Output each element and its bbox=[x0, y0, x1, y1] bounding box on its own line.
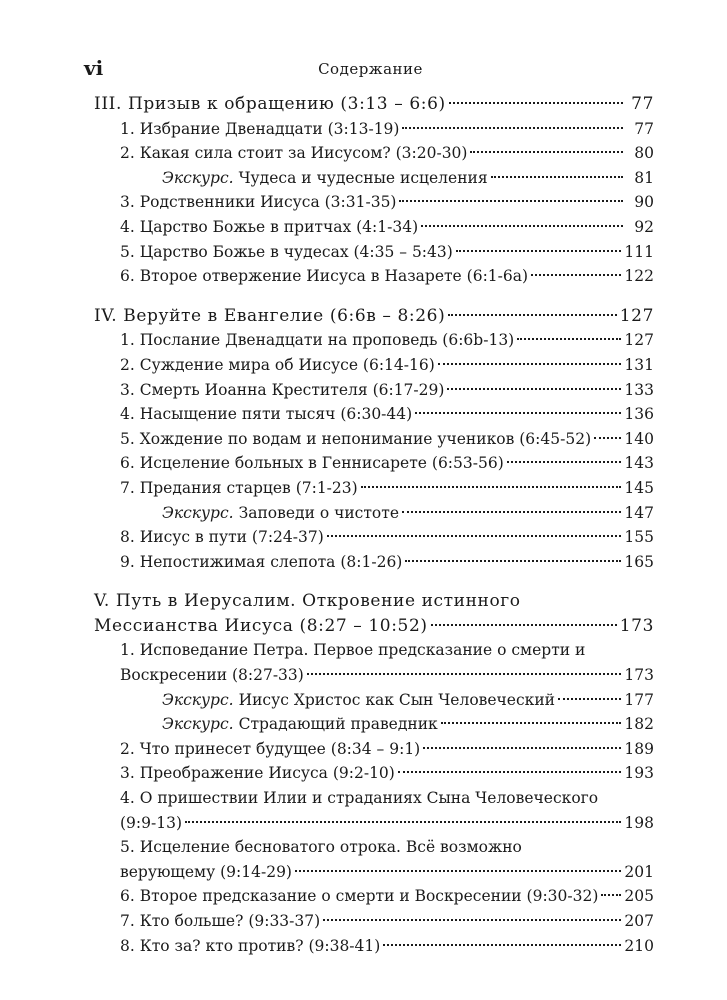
toc-entry bbox=[94, 811, 654, 836]
toc-subentry-title bbox=[162, 166, 488, 191]
page-ref: 140 bbox=[624, 429, 654, 448]
entry-text: 5. Царство Божье в чудесах (4:35 – 5:43) bbox=[120, 242, 453, 261]
excursus-label: Экскурс. bbox=[162, 503, 234, 522]
toc-section bbox=[94, 304, 654, 575]
toc-entry bbox=[94, 402, 654, 427]
page-ref: 131 bbox=[624, 355, 654, 374]
toc-entry-title bbox=[120, 811, 182, 836]
dot-leader bbox=[470, 151, 623, 153]
entry-text: Воскресении (8:27-33) bbox=[120, 666, 304, 685]
toc-entry bbox=[94, 550, 654, 575]
page-ref: 198 bbox=[624, 813, 654, 832]
entry-text: 1. Избрание Двенадцати (3:13-19) bbox=[120, 119, 400, 138]
toc-entry-title bbox=[120, 190, 396, 215]
dot-leader bbox=[431, 624, 617, 626]
page-ref: 143 bbox=[624, 454, 654, 473]
excursus-label: Экскурс. bbox=[162, 168, 234, 187]
page-ref: 177 bbox=[624, 690, 654, 709]
page-ref: 182 bbox=[624, 715, 654, 734]
toc-entry bbox=[94, 378, 654, 403]
dot-leader bbox=[361, 486, 622, 488]
entry-text: Страдающий праведник bbox=[238, 715, 438, 734]
dot-leader bbox=[423, 747, 621, 749]
dot-leader bbox=[491, 176, 623, 178]
entry-text: 7. Предания старцев (7:1-23) bbox=[120, 478, 358, 497]
toc-entry-title bbox=[120, 353, 435, 378]
entry-text: 2. Что принесет будущее (8:34 – 9:1) bbox=[120, 739, 421, 758]
toc-subentry-title bbox=[162, 501, 399, 526]
dot-leader bbox=[185, 821, 621, 823]
dot-leader bbox=[456, 250, 622, 252]
dot-leader bbox=[383, 944, 621, 946]
section-heading-first-line: V. Путь в Иерусалим. Откровение истинного bbox=[94, 591, 521, 612]
section-heading-title bbox=[94, 614, 428, 639]
section-heading-title bbox=[94, 92, 446, 117]
dot-leader bbox=[402, 127, 623, 129]
dot-leader bbox=[399, 200, 623, 202]
toc-entry-title bbox=[120, 525, 324, 550]
toc-subentry bbox=[94, 501, 654, 526]
toc-entry-title bbox=[120, 264, 528, 289]
entry-text: Мессианства Иисуса (8:27 – 10:52) bbox=[94, 615, 428, 636]
toc-entry bbox=[94, 451, 654, 476]
dot-leader bbox=[594, 437, 621, 439]
entry-text: 6. Исцеление больных в Геннисарете (6:53-56) bbox=[120, 454, 504, 473]
toc-entry bbox=[94, 117, 654, 142]
toc-entry-title bbox=[120, 451, 504, 476]
toc-entry-first-line: 4. О пришествии Илии и страданиях Сына Человеческого bbox=[120, 789, 599, 808]
entry-text: 6. Второе отвержение Иисуса в Назарете (6:1-6а) bbox=[120, 267, 529, 286]
dot-leader bbox=[405, 560, 621, 562]
toc-entry bbox=[94, 240, 654, 265]
toc-entry-title bbox=[120, 402, 412, 427]
toc-entry bbox=[94, 353, 654, 378]
dot-leader bbox=[507, 461, 622, 463]
page-ref: 136 bbox=[624, 405, 654, 424]
page-ref: 155 bbox=[624, 528, 654, 547]
dot-leader bbox=[449, 102, 623, 104]
entry-text: 2. Суждение мира об Иисусе (6:14-16) bbox=[120, 355, 435, 374]
toc-entry-title bbox=[120, 550, 402, 575]
toc-entry-title bbox=[120, 427, 591, 452]
toc-entry bbox=[94, 860, 654, 885]
table-of-contents bbox=[94, 92, 654, 973]
page-ref: 145 bbox=[624, 478, 654, 497]
entry-text: 2. Какая сила стоит за Иисусом? (3:20-30) bbox=[120, 144, 468, 163]
excursus-label: Экскурс. bbox=[162, 690, 234, 709]
dot-leader bbox=[438, 363, 622, 365]
toc-entry-title bbox=[120, 860, 292, 885]
page-ref: 77 bbox=[634, 119, 654, 138]
dot-leader bbox=[402, 511, 621, 513]
page-ref: 205 bbox=[624, 887, 654, 906]
section-heading bbox=[94, 614, 654, 639]
entry-text: IV. Веруйте в Евангелие (6:6в – 8:26) bbox=[94, 305, 446, 326]
dot-leader bbox=[307, 673, 622, 675]
page-ref: 165 bbox=[624, 552, 654, 571]
toc-entry bbox=[94, 190, 654, 215]
toc-entry bbox=[94, 476, 654, 501]
page-number: vi bbox=[84, 56, 104, 80]
page-ref: 147 bbox=[624, 503, 654, 522]
toc-entry-title bbox=[120, 240, 453, 265]
page-ref: 92 bbox=[634, 217, 654, 236]
toc-entry bbox=[94, 737, 654, 762]
toc-subentry bbox=[94, 712, 654, 737]
toc-entry-title bbox=[120, 884, 598, 909]
dot-leader bbox=[327, 535, 622, 537]
toc-subentry-title bbox=[162, 712, 438, 737]
dot-leader bbox=[441, 722, 622, 724]
toc-entry-title bbox=[120, 141, 467, 166]
dot-leader bbox=[398, 771, 622, 773]
toc-entry-first-line: 5. Исцеление бесноватого отрока. Всё возможно bbox=[120, 838, 522, 857]
excursus-label: Экскурс. bbox=[162, 715, 234, 734]
entry-text: 4. Насыщение пяти тысяч (6:30-44) bbox=[120, 405, 413, 424]
page-ref: 80 bbox=[634, 144, 654, 163]
section-heading bbox=[94, 92, 654, 117]
toc-entry bbox=[94, 884, 654, 909]
dot-leader bbox=[558, 698, 621, 700]
toc-entry-title bbox=[120, 761, 395, 786]
page-ref: 189 bbox=[624, 739, 654, 758]
dot-leader bbox=[447, 388, 621, 390]
page-ref: 127 bbox=[624, 331, 654, 350]
toc-entry-title bbox=[120, 934, 380, 959]
toc-entry-title bbox=[120, 117, 399, 142]
page-ref: 193 bbox=[624, 764, 654, 783]
entry-text: 3. Родственники Иисуса (3:31-35) bbox=[120, 193, 397, 212]
toc-subentry bbox=[94, 166, 654, 191]
entry-text: 8. Кто за? кто против? (9:38-41) bbox=[120, 936, 381, 955]
dot-leader bbox=[517, 338, 621, 340]
page-ref: 173 bbox=[624, 666, 654, 685]
page-ref: 207 bbox=[624, 912, 654, 930]
running-title: Содержание bbox=[318, 60, 423, 78]
toc-entry bbox=[94, 934, 654, 959]
toc-entry bbox=[94, 264, 654, 289]
toc-entry bbox=[94, 141, 654, 166]
toc-entry-title bbox=[120, 476, 358, 501]
entry-text: 3. Смерть Иоанна Крестителя (6:17-29) bbox=[120, 380, 445, 399]
entry-text: 4. Царство Божье в притчах (4:1-34) bbox=[120, 217, 419, 236]
toc-entry-title bbox=[120, 737, 420, 762]
entry-text: 7. Кто больше? (9:33-37) bbox=[120, 912, 321, 930]
page-ref: 210 bbox=[624, 936, 654, 955]
entry-text: 6. Второе предсказание о смерти и Воскресении (9:30-32) bbox=[120, 887, 599, 906]
entry-text: 9. Непостижимая слепота (8:1-26) bbox=[120, 552, 403, 571]
entry-text: 8. Иисус в пути (7:24-37) bbox=[120, 528, 324, 547]
toc-entry bbox=[94, 761, 654, 786]
page-ref: 90 bbox=[634, 193, 654, 212]
toc-entry-title bbox=[120, 215, 418, 240]
toc-entry-title bbox=[120, 663, 304, 688]
toc-entry-first-line: 1. Исповедание Петра. Первое предсказание о смерти и bbox=[120, 641, 586, 660]
toc-entry-title bbox=[120, 328, 514, 353]
toc-section bbox=[94, 92, 654, 289]
page-ref: 111 bbox=[624, 242, 654, 261]
entry-text: Заповеди о чистоте bbox=[238, 503, 400, 522]
dot-leader bbox=[295, 870, 621, 872]
entry-text: (9:9-13) bbox=[120, 813, 182, 832]
page-ref: 77 bbox=[631, 94, 654, 114]
toc-entry bbox=[94, 525, 654, 550]
page-ref: 133 bbox=[624, 380, 654, 399]
dot-leader bbox=[323, 919, 621, 921]
entry-text: верующему (9:14-29) bbox=[120, 862, 292, 881]
dot-leader bbox=[421, 225, 623, 227]
page-ref: 201 bbox=[624, 862, 654, 881]
toc-entry bbox=[94, 909, 654, 934]
entry-text: 1. Послание Двенадцати на проповедь (6:6b-13) bbox=[120, 331, 515, 350]
entry-text: Чудеса и чудесные исцеления bbox=[238, 168, 488, 187]
toc-entry-title bbox=[120, 378, 444, 403]
toc-entry-title bbox=[120, 909, 320, 934]
toc-entry bbox=[94, 427, 654, 452]
toc-entry bbox=[94, 328, 654, 353]
entry-text: III. Призыв к обращению (3:13 – 6:6) bbox=[94, 94, 446, 114]
toc-section bbox=[94, 589, 654, 958]
entry-text: Иисус Христос как Сын Человеческий bbox=[238, 690, 555, 709]
running-header bbox=[84, 56, 657, 80]
toc-entry bbox=[94, 663, 654, 688]
page-ref: 127 bbox=[619, 305, 654, 326]
dot-leader bbox=[415, 412, 621, 414]
entry-text: 5. Хождение по водам и непонимание учеников (6:45-52) bbox=[120, 429, 592, 448]
toc-subentry-title bbox=[162, 688, 555, 713]
toc-entry bbox=[94, 215, 654, 240]
section-heading-title bbox=[94, 304, 445, 329]
entry-text: 3. Преображение Иисуса (9:2-10) bbox=[120, 764, 395, 783]
dot-leader bbox=[601, 894, 621, 896]
page-ref: 81 bbox=[634, 168, 654, 187]
section-heading bbox=[94, 304, 654, 329]
toc-subentry bbox=[94, 688, 654, 713]
page-ref: 173 bbox=[619, 615, 654, 636]
dot-leader bbox=[531, 274, 621, 276]
page-ref: 122 bbox=[624, 267, 654, 286]
dot-leader bbox=[448, 314, 616, 316]
